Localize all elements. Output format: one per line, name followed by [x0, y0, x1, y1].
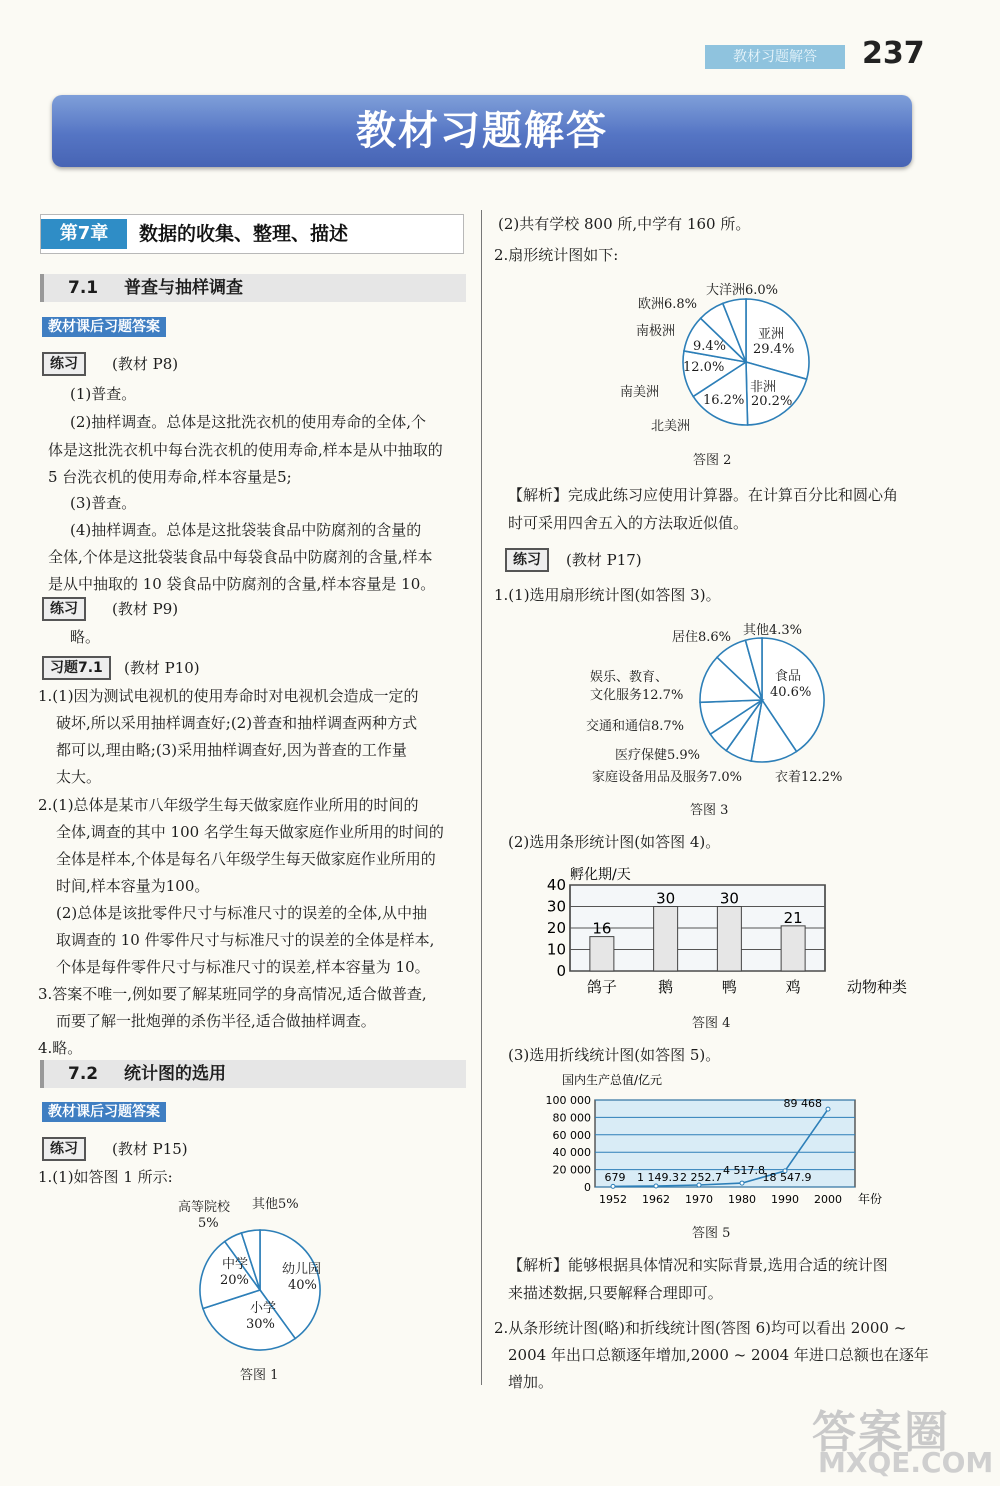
answers-tag: 教材课后习题答案 — [42, 317, 166, 337]
pie3-label-sp-pct: 40.6% — [770, 685, 812, 700]
pie3-label-yz: 衣着12.2% — [775, 770, 843, 785]
text-line: 而要了解一批炮弹的杀伤半径,适合做抽样调查。 — [56, 1012, 376, 1030]
line5-xtick: 1990 — [771, 1193, 799, 1206]
bar4-ytick: 30 — [546, 897, 566, 916]
line5-point — [740, 1181, 744, 1185]
page-number: 237 — [862, 36, 925, 71]
bar4-category-label: 鸽子 — [586, 978, 617, 996]
text-line: 4.略。 — [38, 1039, 83, 1057]
text-line: 破坏,所以采用抽样调查好;(2)普查和抽样调查两种方式 — [56, 714, 418, 732]
section-title: 统计图的选用 — [124, 1064, 226, 1084]
pie1-label-qt: 其他5% — [252, 1197, 299, 1212]
watermark-logo: 答案圈 — [812, 1407, 950, 1458]
pie1-label-gdyx-pct: 5% — [198, 1216, 219, 1231]
pie2-label-nmz: 南美洲 — [620, 385, 660, 400]
line5-point-label: 679 — [604, 1171, 626, 1184]
line5-ylabel: 国内生产总值/亿元 — [562, 1073, 663, 1087]
line5-xtick: 1962 — [642, 1193, 670, 1206]
text-line: 2.(1)总体是某市八年级学生每天做家庭作业所用的时间的 — [38, 796, 419, 814]
header-section-tag: 教材习题解答 — [705, 45, 845, 69]
fig3-caption: 答图 3 — [690, 803, 729, 818]
text-line: (1)普查。 — [70, 385, 137, 403]
exercise-ref: (教材 P10) — [124, 659, 200, 677]
line5-point-label: 89 468 — [783, 1097, 822, 1110]
pie-chart-1 — [160, 1190, 360, 1390]
line5-point — [654, 1184, 658, 1188]
text-line: 全体,个体是这批袋装食品中每袋食品中防腐剂的含量,样本 — [48, 548, 433, 566]
section-number: 7.2 — [68, 1064, 99, 1084]
pie1-label-xx: 小学 — [250, 1301, 277, 1316]
pie2-label-yz: 亚洲 — [758, 327, 785, 342]
text-line: 时可采用四舍五入的方法取近似值。 — [508, 514, 749, 532]
line5-ytick: 60 000 — [552, 1128, 591, 1142]
line5-xtick: 1980 — [728, 1193, 756, 1206]
exercise-tag: 练习 — [42, 1137, 86, 1161]
text-line: 【解析】完成此练习应使用计算器。在计算百分比和圆心角 — [508, 486, 899, 504]
text-line: 都可以,理由略;(3)采用抽样调查好,因为普查的工作量 — [56, 741, 407, 759]
pie2-label-bmz: 北美洲 — [651, 419, 691, 434]
exercise-ref: (教材 P8) — [112, 355, 179, 373]
bar-chart-4 — [540, 862, 908, 1002]
pie3-label-jz: 居住8.6% — [672, 630, 732, 645]
exercise-tag: 练习 — [42, 352, 86, 376]
text-line: 2.从条形统计图(略)和折线统计图(答图 6)均可以看出 2000 ~ — [494, 1319, 907, 1337]
bar4-ytick: 40 — [546, 876, 566, 894]
text-line: (2)选用条形统计图(如答图 4)。 — [508, 833, 721, 851]
chapter-header — [40, 214, 464, 254]
section-7-1-header — [40, 274, 466, 302]
text-line: 全体,调查的其中 100 名学生每天做家庭作业所用的时间的 — [56, 823, 444, 841]
exercise-ref: (教材 P17) — [566, 551, 642, 569]
fig4-caption: 答图 4 — [692, 1016, 731, 1031]
pie1-label-xx-pct: 30% — [246, 1317, 275, 1332]
bar4-category-label: 鹅 — [658, 978, 674, 996]
text-line: 【解析】能够根据具体情况和实际背景,选用合适的统计图 — [508, 1256, 888, 1274]
text-line: 是从中抽取的 10 袋食品中防腐剂的含量,样本容量是 10。 — [48, 575, 436, 593]
line5-point — [611, 1184, 615, 1188]
text-line: 全体是样本,个体是每名八年级学生每天做家庭作业所用的 — [56, 850, 436, 868]
bar4-bar — [717, 907, 741, 972]
bar4-ytick: 20 — [546, 919, 566, 937]
pie3-label-qt: 其他4.3% — [743, 623, 803, 638]
bar4-data-label: 16 — [592, 919, 612, 938]
pie3-label-jt: 交通和通信8.7% — [586, 719, 685, 734]
pie2-label-oz: 欧洲6.8% — [638, 297, 698, 312]
text-line: 个体是每件零件尺寸与标准尺寸的误差,样本容量为 10。 — [56, 958, 430, 976]
text-line: 体是这批洗衣机中每台洗衣机的使用寿命,样本是从中抽取的 — [48, 441, 443, 459]
bar4-data-label: 30 — [656, 889, 676, 908]
pie3-label-yl2: 文化服务12.7% — [590, 688, 684, 703]
pie2-label-fz-pct: 20.2% — [751, 394, 793, 409]
line5-ytick: 80 000 — [552, 1111, 591, 1125]
bar4-category-label: 鸭 — [721, 978, 737, 996]
exercise-ref: (教材 P9) — [112, 600, 179, 618]
text-line: 2.扇形统计图如下: — [494, 246, 619, 264]
bar4-ytick: 10 — [546, 940, 566, 959]
exercise-tag: 练习 — [505, 548, 549, 572]
text-line: 略。 — [70, 628, 101, 646]
text-line: (3)普查。 — [70, 494, 137, 512]
pie1-label-zx-pct: 20% — [220, 1273, 249, 1288]
section-title: 普查与抽样调查 — [124, 278, 243, 298]
pie1-label-yey: 幼儿园 — [282, 1262, 322, 1277]
fig2-caption: 答图 2 — [693, 453, 732, 468]
bar4-data-label: 30 — [719, 889, 739, 908]
text-line: (2)抽样调查。总体是这批洗衣机的使用寿命的全体,个 — [70, 413, 427, 431]
answers-tag: 教材课后习题答案 — [42, 1102, 166, 1122]
title-banner — [52, 95, 912, 167]
section-number: 7.1 — [68, 278, 99, 298]
bar4-ytick: 0 — [556, 962, 566, 980]
bar4-category-label: 鸡 — [785, 978, 801, 996]
banner-title: 教材习题解答 — [356, 108, 608, 154]
text-line: 1.(1)因为测试电视机的使用寿命时对电视机会造成一定的 — [38, 687, 419, 705]
line5-point — [826, 1107, 830, 1111]
line5-xtick: 1952 — [599, 1193, 627, 1206]
line5-ytick: 0 — [584, 1181, 591, 1194]
bar4-xlabel: 动物种类 — [847, 978, 908, 996]
section-7-2-header — [40, 1060, 466, 1088]
pie2-label-njz-pct: 9.4% — [693, 339, 727, 354]
text-line: (2)总体是该批零件尺寸与标准尺寸的误差的全体,从中抽 — [56, 904, 428, 922]
bar4-bar — [654, 907, 678, 972]
pie3-label-sp: 食品 — [775, 669, 802, 684]
pie-chart-3 — [696, 634, 828, 766]
pie2-label-fz: 非洲 — [750, 380, 777, 395]
watermark-url: MXQE.COM — [818, 1446, 994, 1479]
pie2-label-njz: 南极洲 — [636, 324, 676, 339]
pie1-label-yey-pct: 40% — [288, 1278, 317, 1293]
line5-point-label: 4 517.8 — [723, 1164, 765, 1177]
exercise-tag: 练习 — [42, 597, 86, 621]
exercise-tag: 习题7.1 — [42, 656, 111, 680]
text-line: 太大。 — [56, 768, 102, 786]
pie2-label-yz-pct: 29.4% — [753, 342, 795, 357]
bar4-data-label: 21 — [783, 908, 803, 927]
fig5-caption: 答图 5 — [692, 1226, 731, 1241]
text-line: (4)抽样调查。总体是这批袋装食品中防腐剂的含量的 — [70, 521, 422, 539]
chapter-tag: 第7章 — [41, 219, 127, 249]
line5-ytick: 40 000 — [552, 1146, 591, 1160]
pie3-label-yl1: 娱乐、教育、 — [590, 670, 669, 685]
fig1-caption: 答图 1 — [240, 1368, 279, 1383]
pie2-label-nmz-pct: 12.0% — [683, 360, 725, 375]
line5-ytick: 100 000 — [545, 1094, 591, 1107]
text-line: 2004 年出口总额逐年增加,2000 ~ 2004 年进口总额也在逐年 — [508, 1346, 929, 1364]
text-line: 1.(1)如答图 1 所示: — [38, 1168, 173, 1186]
bar4-ylabel: 孵化期/天 — [570, 867, 631, 883]
text-line: 来描述数据,只要解释合理即可。 — [508, 1284, 723, 1302]
line5-point-label: 1 149.3 — [637, 1171, 679, 1184]
pie2-label-bmz-pct: 16.2% — [703, 393, 745, 408]
chapter-title: 数据的收集、整理、描述 — [139, 223, 349, 245]
text-line: 3.答案不唯一,例如要了解某班同学的身高情况,适合做普查, — [38, 985, 427, 1003]
bar4-bar — [781, 926, 805, 971]
line5-point-label: 2 252.7 — [680, 1171, 722, 1184]
line5-xtick: 2000 — [814, 1193, 842, 1206]
text-line: 增加。 — [508, 1373, 554, 1391]
text-line: 1.(1)选用扇形统计图(如答图 3)。 — [494, 586, 721, 604]
pie3-label-jt2: 家庭设备用品及服务7.0% — [592, 770, 743, 785]
pie1-label-gdyx: 高等院校 — [178, 1200, 231, 1215]
column-divider — [481, 210, 482, 1385]
line5-point-label: 18 547.9 — [762, 1171, 812, 1184]
pie2-label-dyz: 大洋洲6.0% — [706, 283, 779, 298]
line-chart-5 — [528, 1070, 898, 1210]
text-line: (2)共有学校 800 所,中学有 160 所。 — [498, 215, 751, 233]
text-line: (3)选用折线统计图(如答图 5)。 — [508, 1046, 721, 1064]
bar4-bar — [590, 937, 614, 971]
exercise-ref: (教材 P15) — [112, 1140, 188, 1158]
pie3-label-yl: 医疗保健5.9% — [615, 748, 701, 763]
text-line: 时间,样本容量为100。 — [56, 877, 210, 895]
line5-ytick: 20 000 — [552, 1163, 591, 1177]
line5-xlabel: 年份 — [858, 1192, 883, 1206]
text-line: 5 台洗衣机的使用寿命,样本容量是5; — [48, 468, 292, 486]
text-line: 取调查的 10 件零件尺寸与标准尺寸的误差的全体是样本, — [56, 931, 435, 949]
line5-xtick: 1970 — [685, 1193, 713, 1206]
pie1-label-zx: 中学 — [222, 1257, 249, 1272]
